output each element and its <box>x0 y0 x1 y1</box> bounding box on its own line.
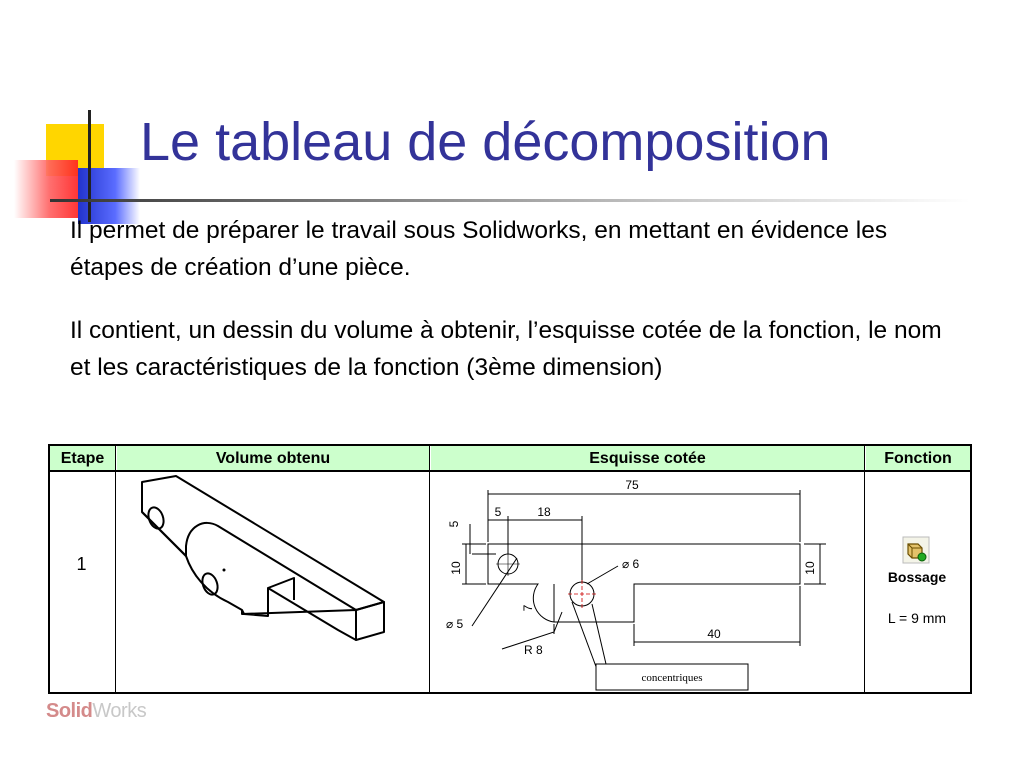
watermark-regular: Works <box>92 700 147 722</box>
table-border-bottom <box>48 692 972 694</box>
volume-isometric-drawing <box>118 474 428 690</box>
boss-extrude-icon <box>902 536 930 564</box>
dia-5-label: ⌀ 5 <box>446 617 464 631</box>
decomposition-table <box>48 444 972 694</box>
decor-vertical-line <box>88 110 91 222</box>
table-border-top <box>48 444 972 446</box>
dim-75: 75 <box>625 478 639 492</box>
solidworks-watermark <box>46 700 146 723</box>
table-col-line <box>970 444 972 694</box>
dim-10-left: 10 <box>449 561 463 575</box>
table-col-line <box>115 444 116 694</box>
dim-40: 40 <box>707 627 721 641</box>
header-volume: Volume obtenu <box>117 446 429 470</box>
paragraph-1: Il permet de préparer le travail sous Solidworks, en mettant en évidence les étapes de création d’une pièce. <box>70 217 888 281</box>
header-fonction: Fonction <box>866 446 970 470</box>
etape-number: 1 <box>76 554 87 574</box>
dim-7: 7 <box>521 604 535 612</box>
header-esquisse: Esquisse cotée <box>431 446 864 470</box>
decor-red-square <box>14 160 78 218</box>
table-col-line <box>429 444 430 694</box>
header-etape: Etape <box>50 446 115 470</box>
table-header-rule <box>48 470 972 472</box>
dimensioned-sketch <box>432 474 862 692</box>
concentric-callout: concentriques <box>641 672 703 684</box>
fonction-param: L = 9 mm <box>887 610 947 626</box>
dim-5-left: 5 <box>447 520 461 528</box>
slide-title: Le tableau de décomposition <box>140 112 831 172</box>
title-underline <box>50 199 970 202</box>
watermark-bold: Solid <box>46 700 93 722</box>
radius-8-label: R 8 <box>524 643 543 657</box>
dia-6-label: ⌀ 6 <box>622 557 640 571</box>
dim-18: 18 <box>537 505 551 519</box>
fonction-name: Bossage <box>887 569 947 585</box>
paragraph-2: Il contient, un dessin du volume à obtenir, l’esquisse cotée de la fonction, le nom et les caractéristiques de la fonction (3ème dimension) <box>70 317 942 381</box>
dim-5-top: 5 <box>494 505 502 519</box>
dim-10-right: 10 <box>803 561 817 575</box>
